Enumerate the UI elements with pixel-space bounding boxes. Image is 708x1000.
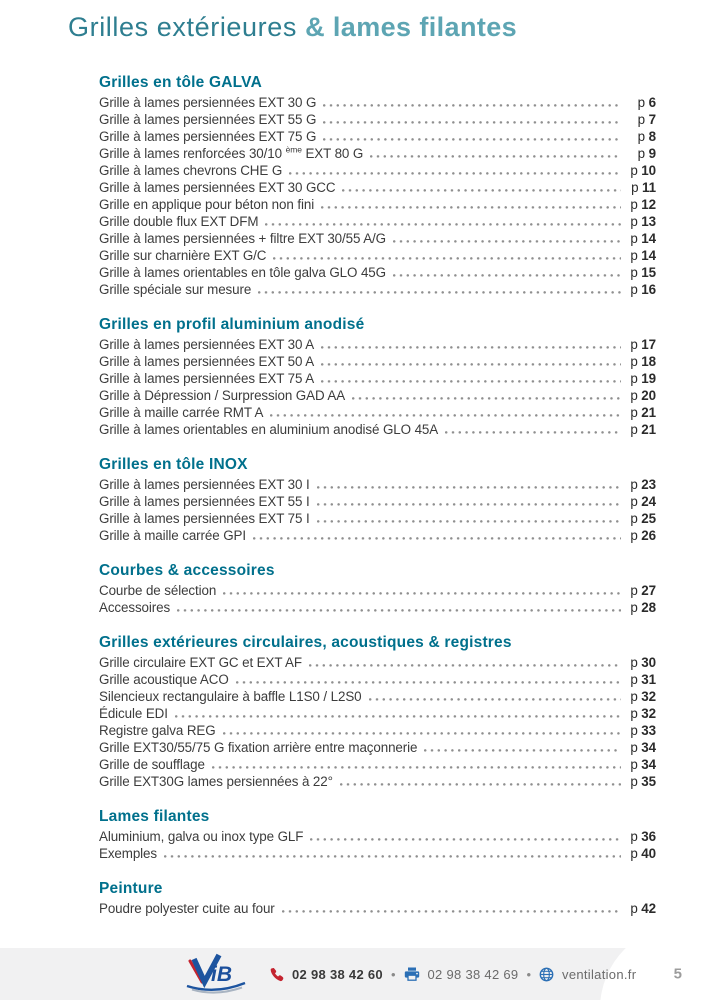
- dot-leader: [177, 609, 621, 612]
- toc-entry-page: p 20: [630, 388, 656, 403]
- dot-leader: [352, 397, 621, 400]
- toc-entry-page: p 42: [630, 901, 656, 916]
- toc-entry-label: Grille à maille carrée RMT A: [99, 405, 264, 420]
- dot-leader: [370, 155, 621, 158]
- dot-leader: [323, 121, 621, 124]
- toc-entry-page: p 40: [630, 846, 656, 861]
- section-heading: Peinture: [99, 880, 163, 897]
- page-title-bold: & lames filantes: [305, 12, 518, 42]
- toc-entry-label: Grille de soufflage: [99, 757, 205, 772]
- toc-entry-label: Grille à lames persiennées EXT 55 I: [99, 494, 310, 509]
- toc-entry-label: Accessoires: [99, 600, 171, 615]
- dot-leader: [321, 380, 621, 383]
- toc-entry-page: p 8: [637, 129, 656, 144]
- dot-leader: [236, 681, 621, 684]
- dot-leader: [393, 274, 621, 277]
- toc-entry-label: Grille à lames persiennées EXT 75 I: [99, 511, 310, 526]
- section-heading: Grilles en tôle GALVA: [99, 74, 262, 91]
- toc-entry-label: Grille à Dépression / Surpression GAD AA: [99, 388, 346, 403]
- fax-number: 02 98 38 42 69: [427, 966, 519, 982]
- toc-entry[interactable]: [99, 145, 656, 162]
- toc-entry[interactable]: [99, 162, 656, 179]
- dot-leader: [175, 715, 621, 718]
- toc-entry[interactable]: [99, 264, 656, 281]
- toc-entry[interactable]: [99, 845, 656, 862]
- toc-entry-page: p 7: [637, 112, 656, 127]
- folio-page-number: 5: [673, 965, 682, 983]
- vib-logo: [185, 953, 251, 995]
- toc-entry[interactable]: [99, 247, 656, 264]
- toc-section: [99, 74, 656, 298]
- phone-number: 02 98 38 42 60: [292, 966, 383, 982]
- dot-leader: [321, 206, 621, 209]
- toc-entry-label: Grille à lames persiennées EXT 30 A: [99, 337, 315, 352]
- bullet-separator: •: [390, 966, 396, 982]
- dot-leader: [310, 838, 621, 841]
- dot-leader: [342, 189, 621, 192]
- toc-entry[interactable]: [99, 421, 656, 438]
- dot-leader: [212, 766, 621, 769]
- toc-entry-page: p 32: [630, 706, 656, 721]
- toc-entry[interactable]: [99, 582, 656, 599]
- toc-entry-page: p 21: [630, 405, 656, 420]
- toc-entry-label: Poudre polyester cuite au four: [99, 901, 275, 916]
- toc-entry[interactable]: [99, 527, 656, 544]
- toc-entry-page: p 6: [637, 95, 656, 110]
- toc-entry-label: Grille à lames orientables en tôle galva GLO 45G: [99, 265, 386, 280]
- toc-entry-page: p 35: [630, 774, 656, 789]
- toc-entry[interactable]: [99, 756, 656, 773]
- toc-entry[interactable]: [99, 599, 656, 616]
- toc-entry-page: p 15: [630, 265, 656, 280]
- toc-entry-label: Grille à lames persiennées + filtre EXT 30/55 A/G: [99, 231, 386, 246]
- toc-section: [99, 634, 656, 790]
- section-heading: Grilles en tôle INOX: [99, 456, 248, 473]
- page-title-regular: Grilles extérieures: [68, 12, 306, 42]
- toc-entry[interactable]: [99, 128, 656, 145]
- fax-icon: [404, 967, 420, 981]
- toc-entry-page: p 34: [630, 740, 656, 755]
- dot-leader: [424, 749, 621, 752]
- toc-entry-label: Silencieux rectangulaire à baffle L1S0 / L2S0: [99, 689, 362, 704]
- toc-entry-label: Grille en applique pour béton non fini: [99, 197, 315, 212]
- toc-entry-page: p 19: [630, 371, 656, 386]
- dot-leader: [273, 257, 621, 260]
- toc-entry-page: p 33: [630, 723, 656, 738]
- dot-leader: [309, 664, 621, 667]
- dot-leader: [321, 346, 621, 349]
- toc-entry-label: Grille à lames persiennées EXT 55 G: [99, 112, 317, 127]
- toc-entry[interactable]: [99, 900, 656, 917]
- dot-leader: [369, 698, 621, 701]
- toc-entry-page: p 25: [630, 511, 656, 526]
- toc-entry-label: Grille à lames chevrons CHE G: [99, 163, 283, 178]
- dot-leader: [317, 520, 621, 523]
- toc-entry[interactable]: [99, 213, 656, 230]
- toc-entry[interactable]: [99, 230, 656, 247]
- toc-entry-label: Courbe de sélection: [99, 583, 217, 598]
- toc-entry-label: Registre galva REG: [99, 723, 216, 738]
- toc-entry-label: Grille à lames persiennées EXT 30 I: [99, 477, 310, 492]
- dot-leader: [340, 783, 621, 786]
- toc-entry-page: p 34: [630, 757, 656, 772]
- toc-entry-label: Grille à lames persiennées EXT 30 GCC: [99, 180, 336, 195]
- toc-entry[interactable]: [99, 476, 656, 493]
- toc-entry-label: Grille à lames orientables en aluminium anodisé GLO 45A: [99, 422, 439, 437]
- toc-entry-page: p 10: [630, 163, 656, 178]
- toc-entry[interactable]: [99, 179, 656, 196]
- toc-entry[interactable]: [99, 705, 656, 722]
- website-link[interactable]: ventilation.fr: [562, 966, 637, 982]
- section-heading: Courbes & accessoires: [99, 562, 275, 579]
- toc-entry-label: Grille à lames renforcées 30/10 $^{ème}$ EXT 80 G: [99, 144, 364, 161]
- toc-entry-page: p 27: [630, 583, 656, 598]
- dot-leader: [258, 291, 621, 294]
- toc-entry-label: Grille à lames persiennées EXT 75 A: [99, 371, 315, 386]
- toc-entry-page: p 11: [631, 180, 656, 195]
- toc-entry[interactable]: [99, 111, 656, 128]
- dot-leader: [321, 363, 621, 366]
- page-footer: [0, 948, 708, 1000]
- toc-entry[interactable]: [99, 370, 656, 387]
- globe-icon: [539, 967, 554, 982]
- toc-entry-page: p 9: [637, 146, 656, 161]
- toc-entry-page: p 32: [630, 689, 656, 704]
- toc-section: [99, 456, 656, 544]
- dot-leader: [445, 431, 621, 434]
- toc-entry-label: Grille sur charnière EXT G/C: [99, 248, 267, 263]
- toc-entry-label: Aluminium, galva ou inox type GLF: [99, 829, 304, 844]
- dot-leader: [393, 240, 621, 243]
- toc-entry-page: p 16: [630, 282, 656, 297]
- toc-entry[interactable]: [99, 387, 656, 404]
- toc-entry-label: Grille double flux EXT DFM: [99, 214, 259, 229]
- toc-entry-label: Édicule EDI: [99, 706, 168, 721]
- dot-leader: [317, 503, 621, 506]
- dot-leader: [323, 104, 621, 107]
- bullet-separator: •: [526, 966, 532, 982]
- toc-entry-page: p 36: [630, 829, 656, 844]
- toc-entry-label: Grille à lames persiennées EXT 75 G: [99, 129, 317, 144]
- dot-leader: [282, 910, 621, 913]
- toc-entry-label: Grille EXT30G lames persiennées à 22°: [99, 774, 333, 789]
- toc-entry-label: Exemples: [99, 846, 157, 861]
- toc-entry-label: Grille spéciale sur mesure: [99, 282, 252, 297]
- toc-entry[interactable]: [99, 688, 656, 705]
- dot-leader: [317, 486, 621, 489]
- toc-entry-label: Grille circulaire EXT GC et EXT AF: [99, 655, 302, 670]
- toc-entry-label: Grille à lames persiennées EXT 30 G: [99, 95, 317, 110]
- footer-contact-bar: [185, 948, 636, 1000]
- dot-leader: [223, 732, 621, 735]
- toc-entry-page: p 17: [630, 337, 656, 352]
- toc-entry-page: p 13: [630, 214, 656, 229]
- section-heading: Grilles extérieures circulaires, acoustiques & registres: [99, 634, 512, 651]
- dot-leader: [323, 138, 621, 141]
- toc-section: [99, 562, 656, 616]
- toc-entry-page: p 21: [630, 422, 656, 437]
- section-heading: Lames filantes: [99, 808, 210, 825]
- toc-entry-label: Grille EXT30/55/75 G fixation arrière entre maçonnerie: [99, 740, 418, 755]
- toc-entry[interactable]: [99, 828, 656, 845]
- toc-entry-page: p 31: [630, 672, 656, 687]
- toc-entry[interactable]: [99, 336, 656, 353]
- dot-leader: [265, 223, 621, 226]
- toc-entry[interactable]: [99, 773, 656, 790]
- toc-entry-page: p 14: [630, 231, 656, 246]
- toc-entry[interactable]: [99, 671, 656, 688]
- toc-entry-page: p 14: [630, 248, 656, 263]
- toc-entry-label: Grille à maille carrée GPI: [99, 528, 246, 543]
- phone-icon: [269, 967, 284, 982]
- toc-entry[interactable]: [99, 353, 656, 370]
- toc-entry[interactable]: [99, 722, 656, 739]
- toc-entry[interactable]: [99, 94, 656, 111]
- toc-entry-page: p 30: [630, 655, 656, 670]
- dot-leader: [223, 592, 621, 595]
- dot-leader: [289, 172, 621, 175]
- toc-entry-page: p 18: [630, 354, 656, 369]
- toc-entry[interactable]: [99, 281, 656, 298]
- toc-section: [99, 316, 656, 438]
- toc-entry-label: Grille acoustique ACO: [99, 672, 229, 687]
- toc-entry[interactable]: [99, 404, 656, 421]
- toc-entry[interactable]: [99, 510, 656, 527]
- dot-leader: [270, 414, 621, 417]
- toc-section: [99, 808, 656, 862]
- toc-entry[interactable]: [99, 739, 656, 756]
- toc-entry-page: p 12: [630, 197, 656, 212]
- toc-entry-label: Grille à lames persiennées EXT 50 A: [99, 354, 315, 369]
- dot-leader: [164, 855, 621, 858]
- toc-entry[interactable]: [99, 654, 656, 671]
- toc-entry-page: p 26: [630, 528, 656, 543]
- toc-section: [99, 880, 656, 917]
- section-heading: Grilles en profil aluminium anodisé: [99, 316, 365, 333]
- svg-text:iB: iB: [211, 963, 232, 986]
- dot-leader: [253, 537, 621, 540]
- table-of-contents: [99, 0, 656, 917]
- toc-entry-page: p 23: [630, 477, 656, 492]
- toc-entry[interactable]: [99, 493, 656, 510]
- toc-entry-page: p 28: [630, 600, 656, 615]
- toc-entry-page: p 24: [630, 494, 656, 509]
- toc-entry[interactable]: [99, 196, 656, 213]
